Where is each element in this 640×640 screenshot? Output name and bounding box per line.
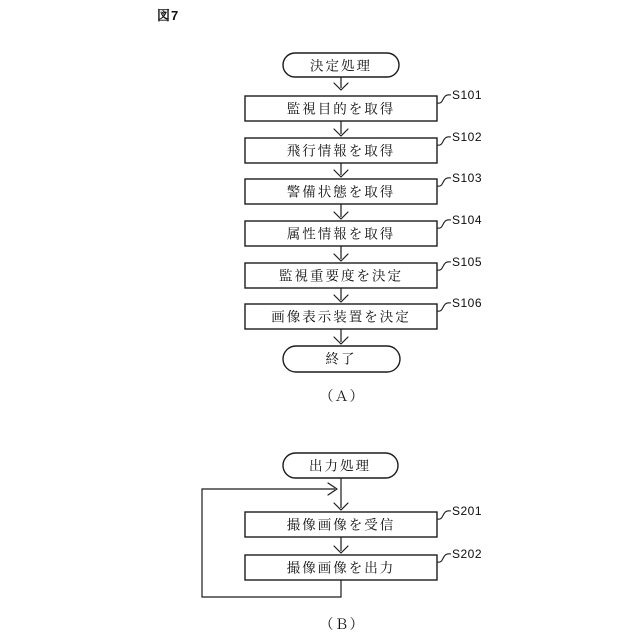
leader-s202 [437,554,451,562]
leader-s201 [437,511,451,519]
process-text-s105: 監視重要度を決定 [279,268,403,284]
process-text-s102: 飛行情報を取得 [286,143,396,159]
process-text-s103: 警備状態を取得 [286,184,396,200]
caption-b: （Ｂ） [319,616,365,632]
step-id-s103: S103 [452,171,483,185]
leader-s101 [437,95,451,103]
leader-s105 [437,262,451,270]
leader-s104 [437,220,451,228]
process-text-s101: 監視目的を取得 [286,101,396,117]
step-id-s104: S104 [452,213,483,227]
step-id-s201: S201 [452,504,483,518]
process-text-s202: 撮像画像を出力 [286,560,396,576]
process-text-s106: 画像表示装置を決定 [271,309,411,325]
loop-return-line [202,489,341,597]
terminal-start-b-label: 出力処理 [309,458,371,474]
terminal-start-a-label: 決定処理 [310,58,372,74]
step-id-s102: S102 [452,130,483,144]
flowchart-b [202,453,482,632]
step-id-s101: S101 [452,88,483,102]
leader-s106 [437,303,451,311]
leader-s103 [437,178,451,186]
process-text-s201: 撮像画像を受信 [286,517,396,533]
step-id-s106: S106 [452,296,483,310]
figure-title: 図7 [157,8,180,23]
step-id-s105: S105 [452,255,483,269]
terminal-end-a-label: 終了 [325,351,357,367]
process-text-s104: 属性情報を取得 [286,226,396,242]
leader-s102 [437,137,451,145]
flowchart-a [245,53,482,404]
caption-a: （Ａ） [319,388,365,404]
step-id-s202: S202 [452,547,483,561]
